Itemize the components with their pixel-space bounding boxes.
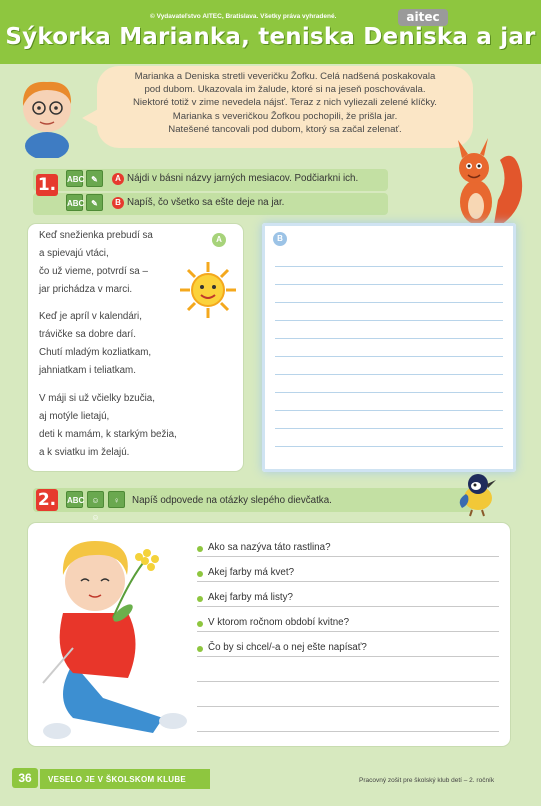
poem-line: a spievajú vtáci, [39, 248, 109, 259]
writing-line [275, 428, 503, 429]
poem-line: jar prichádza v marci. [39, 284, 133, 295]
intro-line: pod dubom. Ukazovala im žalude, ktoré si na jeseň poschovávala. [144, 84, 426, 96]
lines-label-b: B [273, 232, 287, 246]
task1-a-text: Nájdi v básni názvy jarných mesiacov. Podčiarkni ich. [127, 173, 359, 184]
answer-box-b[interactable] [262, 223, 516, 472]
intro-line: Niektoré totiž v zime nevedela nájsť. Teraz z nich vyliezali zelené klíčky. [133, 97, 437, 109]
writing-line [275, 410, 503, 411]
writing-line [275, 446, 503, 447]
copyright-notice: © Vydavateľstvo AITEC, Bratislava. Všetky práva vyhradené. [150, 13, 337, 20]
question-bullet [197, 546, 203, 552]
page-number: 36 [12, 768, 38, 788]
writing-line [275, 392, 503, 393]
intro-text [107, 70, 463, 136]
answer-line[interactable] [197, 706, 499, 707]
poem-line: čo už vieme, potvrdí sa – [39, 266, 148, 277]
question-bullet [197, 571, 203, 577]
poem-line: aj motýle lietajú, [39, 411, 110, 422]
answer-line[interactable] [197, 631, 499, 632]
question-2: Akej farby má kvet? [208, 567, 295, 578]
task1-a-badge: A [112, 173, 124, 185]
question-bullet [197, 646, 203, 652]
writing-line [275, 374, 503, 375]
bird-illustration [452, 466, 504, 518]
idea-icon: ♀ [108, 491, 125, 508]
pencil-icon: ✎ [86, 194, 103, 211]
intro-line: Marianka s veveričkou Žofkou pochopili, že prišla jar. [172, 110, 398, 122]
question-bullet [197, 621, 203, 627]
writing-line [275, 284, 503, 285]
writing-line [275, 356, 503, 357]
pencil-icon: ✎ [86, 170, 103, 187]
page-title: Sýkorka Marianka, teniska Deniska a jar [5, 24, 536, 50]
poem-line: deti k mamám, k starkým bežia, [39, 429, 177, 440]
task2-number: 2. [37, 490, 57, 510]
answer-line[interactable] [197, 556, 499, 557]
publisher-logo: aitec [398, 9, 448, 26]
poem-line: Keď snežienka prebudí sa [39, 230, 153, 241]
task1-number: 1. [37, 175, 57, 195]
answer-line[interactable] [197, 656, 499, 657]
question-5: Čo by si chcel/-a o nej ešte napísať? [208, 642, 367, 653]
abc-icon: ABC [66, 491, 83, 508]
poem-line: a k sviatku im želajú. [39, 447, 130, 458]
answer-line[interactable] [197, 581, 499, 582]
sun-illustration [178, 260, 238, 320]
poem-label-a: A [212, 233, 226, 247]
intro-line: Natešené tancovali pod dubom, ktorý sa začal zelenať. [168, 123, 402, 135]
question-1: Ako sa nazýva táto rastlina? [208, 542, 331, 553]
girl-illustration [33, 523, 193, 753]
abc-icon: ABC [66, 170, 83, 187]
task2-text: Napíš odpovede na otázky slepého dievčatka. [132, 495, 332, 506]
poem-line: V máji si už včielky bzučia, [39, 393, 155, 404]
question-3: Akej farby má listy? [208, 592, 293, 603]
poem-line: trávičke sa dobre darí. [39, 329, 136, 340]
boy-illustration [12, 68, 82, 158]
poem-line: jahniatkam i teliatkam. [39, 365, 136, 376]
answer-line[interactable] [197, 681, 499, 682]
poem-line: Chutí mladým kozliatkam, [39, 347, 152, 358]
question-4: V ktorom ročnom období kvitne? [208, 617, 350, 628]
task1-b-badge: B [112, 197, 124, 209]
question-bullet [197, 596, 203, 602]
footer-book-title: Pracovný zošit pre školský klub detí – 2. ročník [359, 777, 495, 784]
writing-line [275, 302, 503, 303]
intro-line: Marianka a Deniska stretli veveričku Žofku. Celá nadšená poskakovala [134, 71, 436, 82]
answer-line[interactable] [197, 731, 499, 732]
pair-icon: ☺☺ [87, 491, 104, 508]
poem-line: Keď je apríl v kalendári, [39, 311, 142, 322]
bubble-tail [82, 108, 100, 128]
abc-icon: ABC [66, 194, 83, 211]
writing-line [275, 320, 503, 321]
answer-line[interactable] [197, 606, 499, 607]
writing-line [275, 266, 503, 267]
footer-series-title: VESELO JE V ŠKOLSKOM KLUBE [48, 775, 187, 784]
task1-b-text: Napíš, čo všetko sa ešte deje na jar. [127, 197, 285, 208]
writing-line [275, 338, 503, 339]
